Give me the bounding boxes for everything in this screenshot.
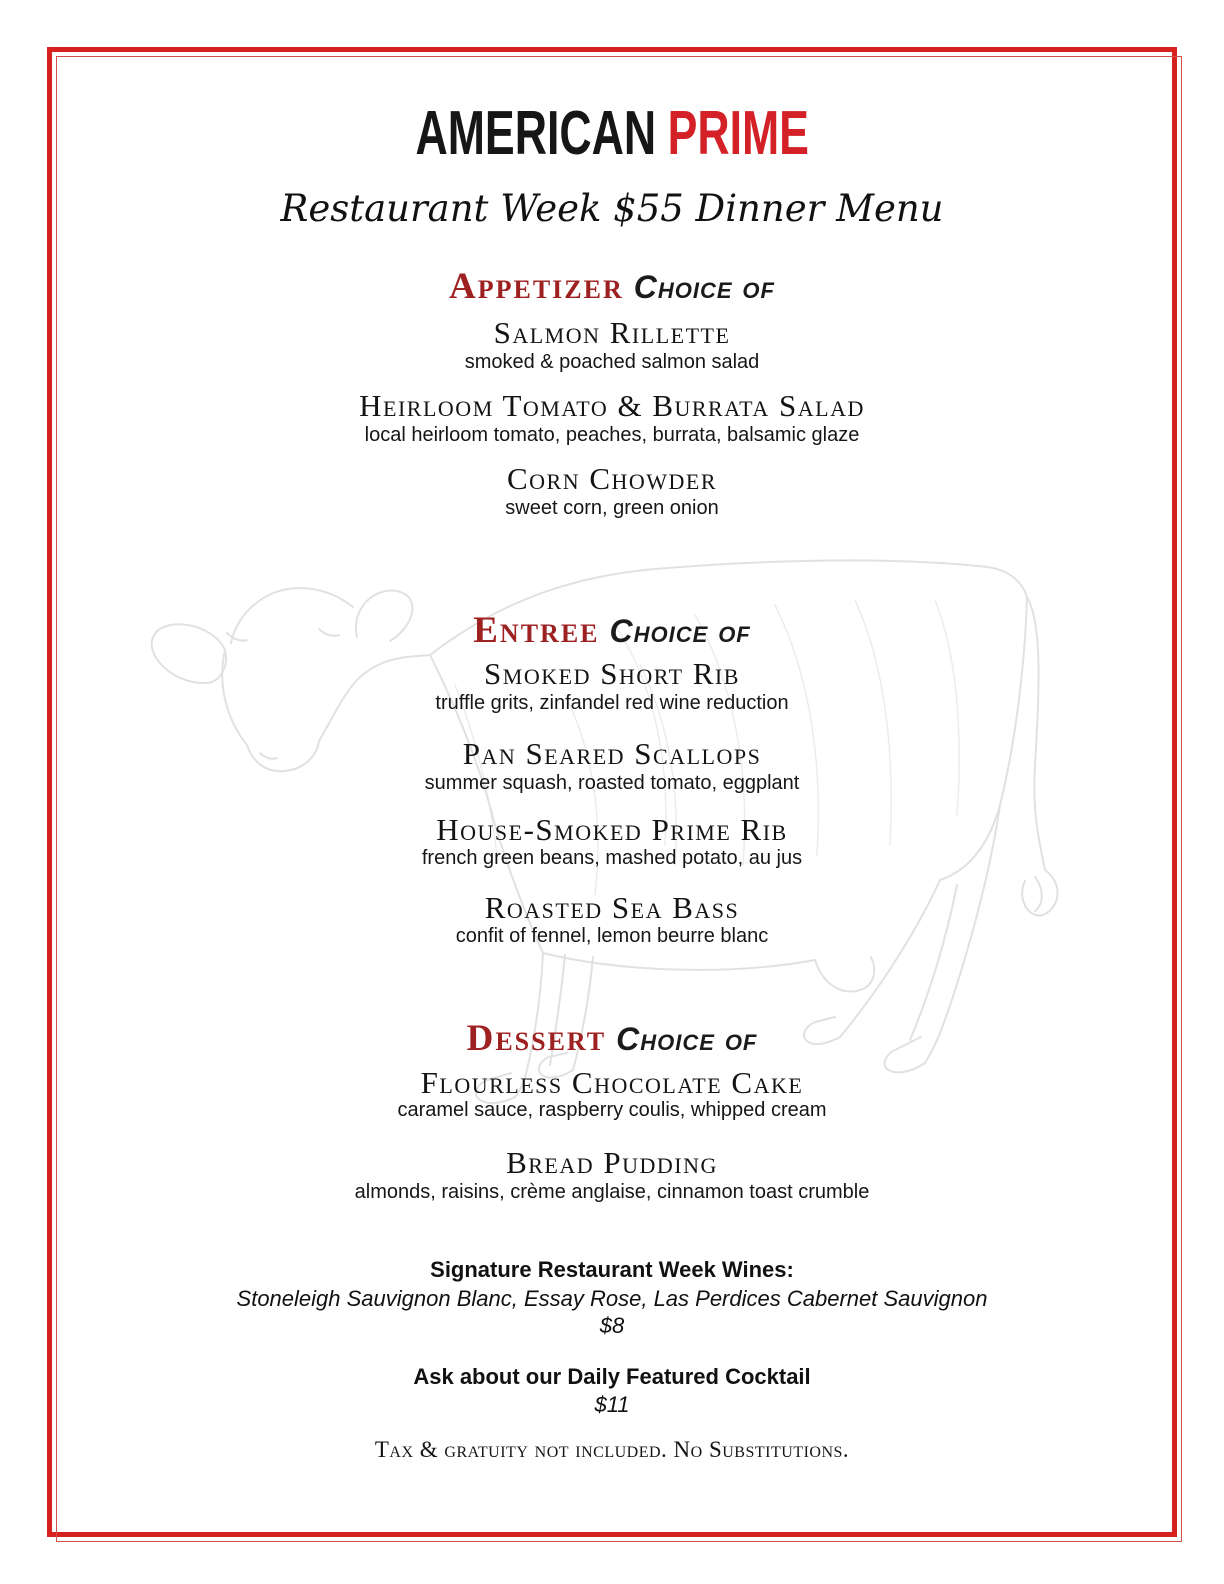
section-heading-dessert [57,1018,1167,1059]
menu-item-name: Bread Pudding [506,1145,718,1180]
menu-item-name: Heirloom Tomato & Burrata Salad [359,388,865,423]
choice-of-label: Choice of [616,1021,758,1057]
section-heading-appetizer [57,266,1167,307]
menu-subtitle: Restaurant Week $55 Dinner Menu [280,187,944,230]
menu-item-name: Corn Chowder [506,461,718,496]
wines-heading: Signature Restaurant Week Wines: [430,1257,794,1282]
disclaimer-text: Tax & gratuity not included. No Substitutions. [374,1437,850,1462]
cocktail-heading: Ask about our Daily Featured Cocktail [413,1364,811,1389]
menu-item-name: Smoked Short Rib [484,656,740,691]
section-title: Dessert [466,1018,607,1059]
restaurant-logo [57,99,1167,168]
menu-item-name: Roasted Sea Bass [484,890,740,925]
section-title: Entree [473,610,600,651]
menu-item-description: caramel sauce, raspberry coulis, whipped cream [397,1099,827,1121]
menu-item-name: Flourless Chocolate Cake [420,1065,804,1100]
menu-item-description: summer squash, roasted tomato, eggplant [424,772,800,794]
wine-price: $8 [599,1313,625,1338]
choice-of-label: Choice of [609,613,751,649]
menu-item-description: local heirloom tomato, peaches, burrata, balsamic glaze [364,424,860,446]
menu-item-description: almonds, raisins, crème anglaise, cinnamon toast crumble [354,1181,870,1203]
section-title: Appetizer [449,266,624,307]
menu-item-description: smoked & poached salmon salad [464,351,760,373]
logo-text-prime: PRIME [667,99,809,168]
cocktail-price: $11 [594,1392,630,1417]
menu-item-name: Salmon Rillette [493,315,731,350]
logo-text-american: AMERICAN [415,99,656,168]
menu-item-description: truffle grits, zinfandel red wine reduction [435,692,789,714]
section-heading-entree [57,610,1167,651]
menu-item-description: french green beans, mashed potato, au jus [421,847,803,869]
menu-item-name: Pan Seared Scallops [462,736,762,771]
menu-item-description: confit of fennel, lemon beurre blanc [455,925,769,947]
menu-item-description: sweet corn, green onion [505,497,719,519]
wines-list: Stoneleigh Sauvignon Blanc, Essay Rose, Las Perdices Cabernet Sauvignon [236,1286,988,1311]
menu-item-name: House-Smoked Prime Rib [436,812,788,847]
choice-of-label: Choice of [633,269,775,305]
